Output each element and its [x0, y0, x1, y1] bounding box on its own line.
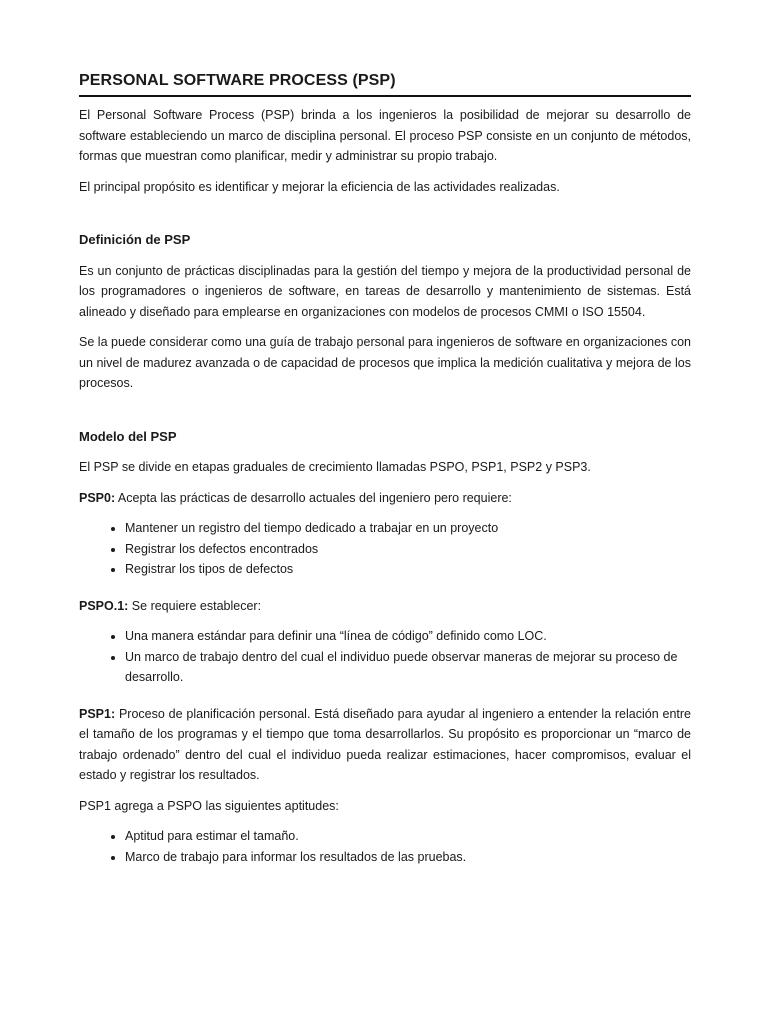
document-body: [79, 70, 691, 877]
psp01-text: Se requiere establecer:: [128, 598, 262, 613]
psp1-list: [79, 826, 691, 867]
intro-paragraph-1: El Personal Software Process (PSP) brinda a los ingenieros la posibilidad de mejorar su desarrollo de software estableciendo un marco de disciplina personal. El proceso PSP consiste en un conjunto de métodos, formas que muestran como planificar, medir y administrar su propio trabajo.: [79, 108, 691, 163]
list-item: • Un marco de trabajo dentro del cual el individuo puede observar maneras de mejorar su proceso de desarrollo.: [125, 647, 691, 688]
title-underline: [79, 95, 691, 97]
psp1-label: PSP1:: [79, 706, 116, 721]
psp1-text: Proceso de planificación personal. Está diseñado para ayudar al ingeniero a entender la relación entre el tamaño de los programas y el tiempo que toma desarrollarlos. Su propósito es proporcionar un “marco de trabajo ordenado” dentro del cual el individuo pueda realizar estimaciones, hacer compromisos, evaluar el estado y registrar los resultados.: [79, 706, 691, 782]
definicion-heading: Definición de PSP: [79, 232, 191, 247]
intro-paragraph-2: El principal propósito es identificar y mejorar la eficiencia de las actividades realizadas.: [79, 179, 560, 194]
psp01-label: PSPO.1:: [79, 598, 129, 613]
psp01-paragraph: [79, 596, 691, 617]
list-item: • Registrar los tipos de defectos: [125, 559, 691, 580]
list-item: • Registrar los defectos encontrados: [125, 539, 691, 560]
psp0-paragraph: [79, 488, 691, 509]
psp01-list: [79, 626, 691, 688]
psp0-label: PSP0:: [79, 490, 116, 505]
document-title: PERSONAL SOFTWARE PROCESS (PSP): [79, 72, 396, 89]
definicion-paragraph-2: Se la puede considerar como una guía de trabajo personal para ingenieros de software en organizaciones con un nivel de madurez avanzada o de capacidad de procesos que implica la medición cualitativa y mejora de los procesos.: [79, 335, 691, 390]
psp0-list: [79, 518, 691, 580]
psp1-add-paragraph: PSP1 agrega a PSPO las siguientes aptitudes:: [79, 798, 339, 813]
list-item: • Aptitud para estimar el tamaño.: [125, 826, 691, 847]
modelo-paragraph-1: El PSP se divide en etapas graduales de crecimiento llamadas PSPO, PSP1, PSP2 y PSP3.: [79, 460, 591, 474]
list-item: • Marco de trabajo para informar los resultados de las pruebas.: [125, 847, 691, 868]
list-item: • Una manera estándar para definir una “línea de código” definido como LOC.: [125, 626, 691, 647]
psp1-paragraph: [79, 704, 691, 786]
modelo-heading: Modelo del PSP: [79, 428, 177, 444]
definicion-paragraph-1: Es un conjunto de prácticas disciplinadas para la gestión del tiempo y mejora de la productividad personal de los programadores o ingenieros de software, en tareas de desarrollo y mantenimiento de sistemas. Está alineado y diseñado para emplearse en organizaciones con modelos de procesos CMMI o ISO 15504.: [79, 263, 691, 319]
list-item: • Mantener un registro del tiempo dedicado a trabajar en un proyecto: [125, 518, 691, 539]
psp0-text: Acepta las prácticas de desarrollo actuales del ingeniero pero requiere:: [115, 490, 512, 505]
